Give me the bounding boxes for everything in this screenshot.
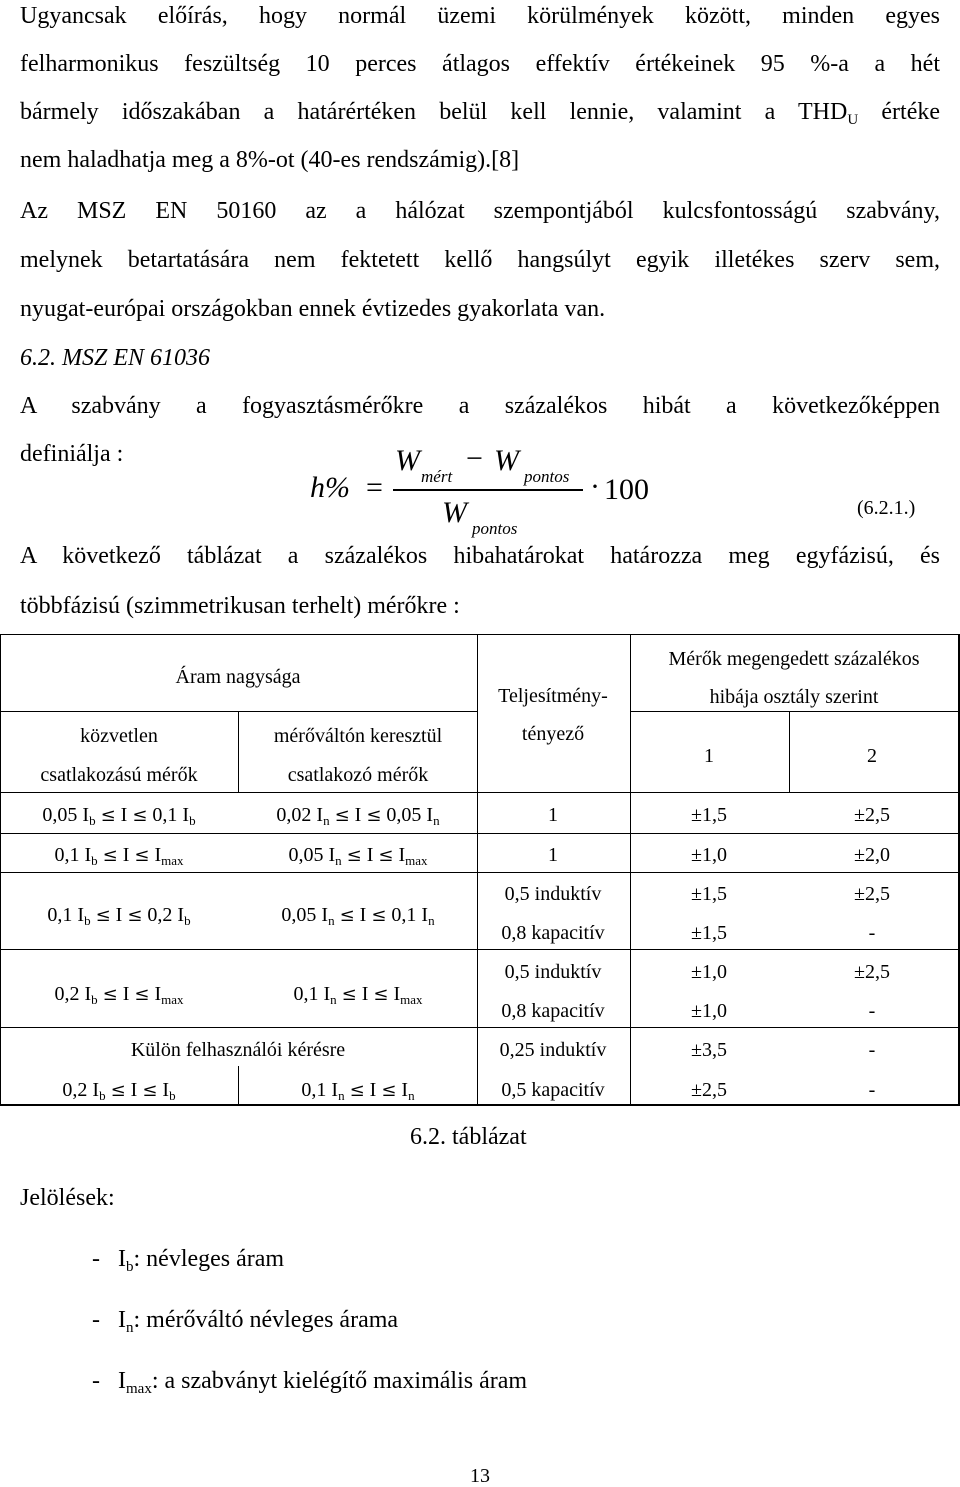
header-current-magnitude: Áram nagysága bbox=[175, 666, 301, 688]
paragraph-2-line-2: melynek betartatására nem fektetett kellő hangsúlyt egyik illetékes szerv sem, bbox=[20, 247, 940, 273]
table-rule bbox=[0, 792, 960, 793]
table-rule bbox=[0, 1027, 960, 1028]
header-class-1: 1 bbox=[704, 745, 714, 767]
formula-multiply-dot: · bbox=[590, 470, 600, 503]
thd-subscript: U bbox=[847, 112, 859, 128]
table-cell-ct-range: 0,1 $I_n \le I \le I_{max}$ bbox=[293, 983, 423, 1007]
table-cell-class-2-error: - bbox=[868, 1039, 876, 1061]
table-cell-class-2-error: ±2,5 bbox=[854, 804, 890, 826]
paragraph-2-line-1: Az MSZ EN 50160 az a hálózat szempontjából kulcsfontosságú szabvány, bbox=[20, 198, 940, 224]
table-cell-power-factor-inductive: 0,5 induktív bbox=[504, 883, 602, 905]
table-cell-class-2-error: ±2,0 bbox=[854, 844, 890, 866]
table-cell-class-1-error: ±1,5 bbox=[691, 922, 727, 944]
error-limits-table bbox=[0, 634, 960, 1106]
table-border-top bbox=[0, 634, 960, 635]
formula-w-denominator-sub: pontos bbox=[472, 519, 518, 538]
table-border-bottom bbox=[0, 1104, 960, 1106]
formula-w-measured-sub: mért bbox=[421, 467, 453, 486]
table-cell-direct-range: 0,2 $I_b \le I \le I_{max}$ bbox=[54, 983, 184, 1007]
table-rule bbox=[0, 872, 960, 873]
table-cell-power-factor-capacitive: 0,5 kapacitív bbox=[501, 1079, 605, 1101]
table-cell-class-1-error: ±1,5 bbox=[691, 883, 727, 905]
fraction-bar bbox=[393, 489, 583, 491]
paragraph-1-line-2: felharmonikus feszültség 10 perces átlagos effektív értékeinek 95 %-a a hét bbox=[20, 51, 940, 77]
table-cell-class-2-error: ±2,5 bbox=[854, 961, 890, 983]
paragraph-1-line-3-text: bármely időszakában a határértéken belül kell lennie, valamint a THD bbox=[20, 99, 848, 125]
header-direct-line-2: csatlakozású mérők bbox=[40, 764, 198, 786]
table-cell-special-request: Külön felhasználói kérésre bbox=[130, 1039, 346, 1061]
table-rule bbox=[0, 833, 960, 834]
table-rule bbox=[238, 711, 239, 792]
header-ct-line-2: csatlakozó mérők bbox=[287, 764, 429, 786]
table-cell-ct-range: 0,05 $I_n \le I \le 0,1$ $I_n$ bbox=[281, 904, 435, 928]
paragraph-4-line-1: A következő táblázat a százalékos hibahatárokat határozza meg egyfázisú, és bbox=[20, 543, 940, 569]
table-rule bbox=[238, 1066, 239, 1106]
header-error-line-2: hibája osztály szerint bbox=[709, 686, 879, 708]
paragraph-2-line-3: nyugat-európai országokban ennek évtizedes gyakorlata van. bbox=[20, 296, 606, 322]
paragraph-1-line-3 bbox=[20, 99, 941, 128]
paragraph-1-line-3-end: értéke bbox=[881, 99, 941, 125]
table-cell-class-1-error: ±3,5 bbox=[691, 1039, 727, 1061]
formula-lhs: h% bbox=[310, 471, 350, 504]
table-cell-power-factor-capacitive: 0,8 kapacitív bbox=[501, 922, 605, 944]
formula-minus: − bbox=[466, 442, 483, 475]
table-rule bbox=[789, 711, 790, 792]
paragraph-4-line-2: többfázisú (szimmetrikusan terhelt) mérőkre : bbox=[20, 593, 460, 619]
equation-number: (6.2.1.) bbox=[857, 497, 916, 519]
table-cell-ct-range: 0,02 $I_n \le I \le 0,05$ $I_n$ bbox=[276, 804, 440, 828]
formula-w-exact-sub: pontos bbox=[524, 467, 570, 486]
formula-factor: 100 bbox=[604, 473, 649, 506]
section-heading: 6.2. MSZ EN 61036 bbox=[20, 345, 211, 371]
table-cell-power-factor-capacitive: 0,8 kapacitív bbox=[501, 1000, 605, 1022]
table-rule bbox=[477, 634, 478, 1106]
header-power-factor-line-2: tényező bbox=[521, 723, 585, 745]
header-ct-line-1: mérőváltón keresztül bbox=[273, 725, 443, 747]
table-cell-power-factor-inductive: 0,25 induktív bbox=[499, 1039, 607, 1061]
table-rule bbox=[630, 634, 631, 1106]
table-cell-power-factor-inductive: 0,5 induktív bbox=[504, 961, 602, 983]
table-cell-power-factor: 1 bbox=[548, 844, 558, 866]
paragraph-1-line-4: nem haladhatja meg a 8%-ot (40-es rendszámig).[8] bbox=[20, 147, 520, 173]
formula-w-measured: W bbox=[395, 444, 420, 477]
table-cell-power-factor: 1 bbox=[548, 804, 558, 826]
notation-item-ib: - $I_b$: névleges áram bbox=[92, 1246, 285, 1275]
table-cell-class-2-error: - bbox=[868, 922, 876, 944]
paragraph-3-line-1: A szabvány a fogyasztásmérőkre a százalékos hibát a következőképpen bbox=[20, 393, 940, 419]
table-cell-class-1-error: ±2,5 bbox=[691, 1079, 727, 1101]
notation-item-imax: - $I_{max}$: a szabványt kielégítő maximális áram bbox=[92, 1368, 528, 1397]
table-cell-ct-range: 0,1 $I_n \le I \le I_n$ bbox=[301, 1079, 415, 1103]
table-cell-class-1-error: ±1,0 bbox=[691, 1000, 727, 1022]
table-cell-class-1-error: ±1,5 bbox=[691, 804, 727, 826]
notation-item-in: - $I_n$: mérőváltó névleges árama bbox=[92, 1307, 399, 1336]
table-cell-class-1-error: ±1,0 bbox=[691, 844, 727, 866]
table-rule bbox=[630, 711, 960, 712]
formula-w-denominator: W bbox=[442, 496, 467, 529]
table-cell-class-2-error: ±2,5 bbox=[854, 883, 890, 905]
table-cell-class-1-error: ±1,0 bbox=[691, 961, 727, 983]
table-border-left bbox=[0, 634, 1, 1106]
table-cell-ct-range: 0,05 $I_n \le I \le I_{max}$ bbox=[288, 844, 428, 868]
formula-w-exact: W bbox=[494, 444, 519, 477]
table-cell-class-2-error: - bbox=[868, 1000, 876, 1022]
header-error-line-1: Mérők megengedett százalékos bbox=[668, 648, 920, 670]
table-cell-direct-range: 0,1 $I_b \le I \le 0,2$ $I_b$ bbox=[47, 904, 191, 928]
header-direct-line-1: közvetlen bbox=[80, 725, 158, 747]
table-cell-direct-range: 0,2 $I_b \le I \le I_b$ bbox=[62, 1079, 176, 1103]
table-caption: 6.2. táblázat bbox=[410, 1124, 527, 1150]
paragraph-1-line-1: Ugyancsak előírás, hogy normál üzemi körülmények között, minden egyes bbox=[20, 3, 940, 29]
table-rule bbox=[0, 949, 960, 950]
table-cell-class-2-error: - bbox=[868, 1079, 876, 1101]
table-cell-direct-range: 0,1 $I_b \le I \le I_{max}$ bbox=[54, 844, 184, 868]
paragraph-3-line-2: definiálja : bbox=[20, 441, 124, 467]
page-number: 13 bbox=[470, 1465, 490, 1487]
table-cell-direct-range: 0,05 $I_b \le I \le 0,1$ $I_b$ bbox=[42, 804, 196, 828]
notation-title: Jelölések: bbox=[20, 1185, 115, 1211]
header-class-2: 2 bbox=[867, 745, 877, 767]
formula-equals: = bbox=[366, 471, 383, 504]
header-power-factor-line-1: Teljesítmény- bbox=[498, 685, 608, 707]
